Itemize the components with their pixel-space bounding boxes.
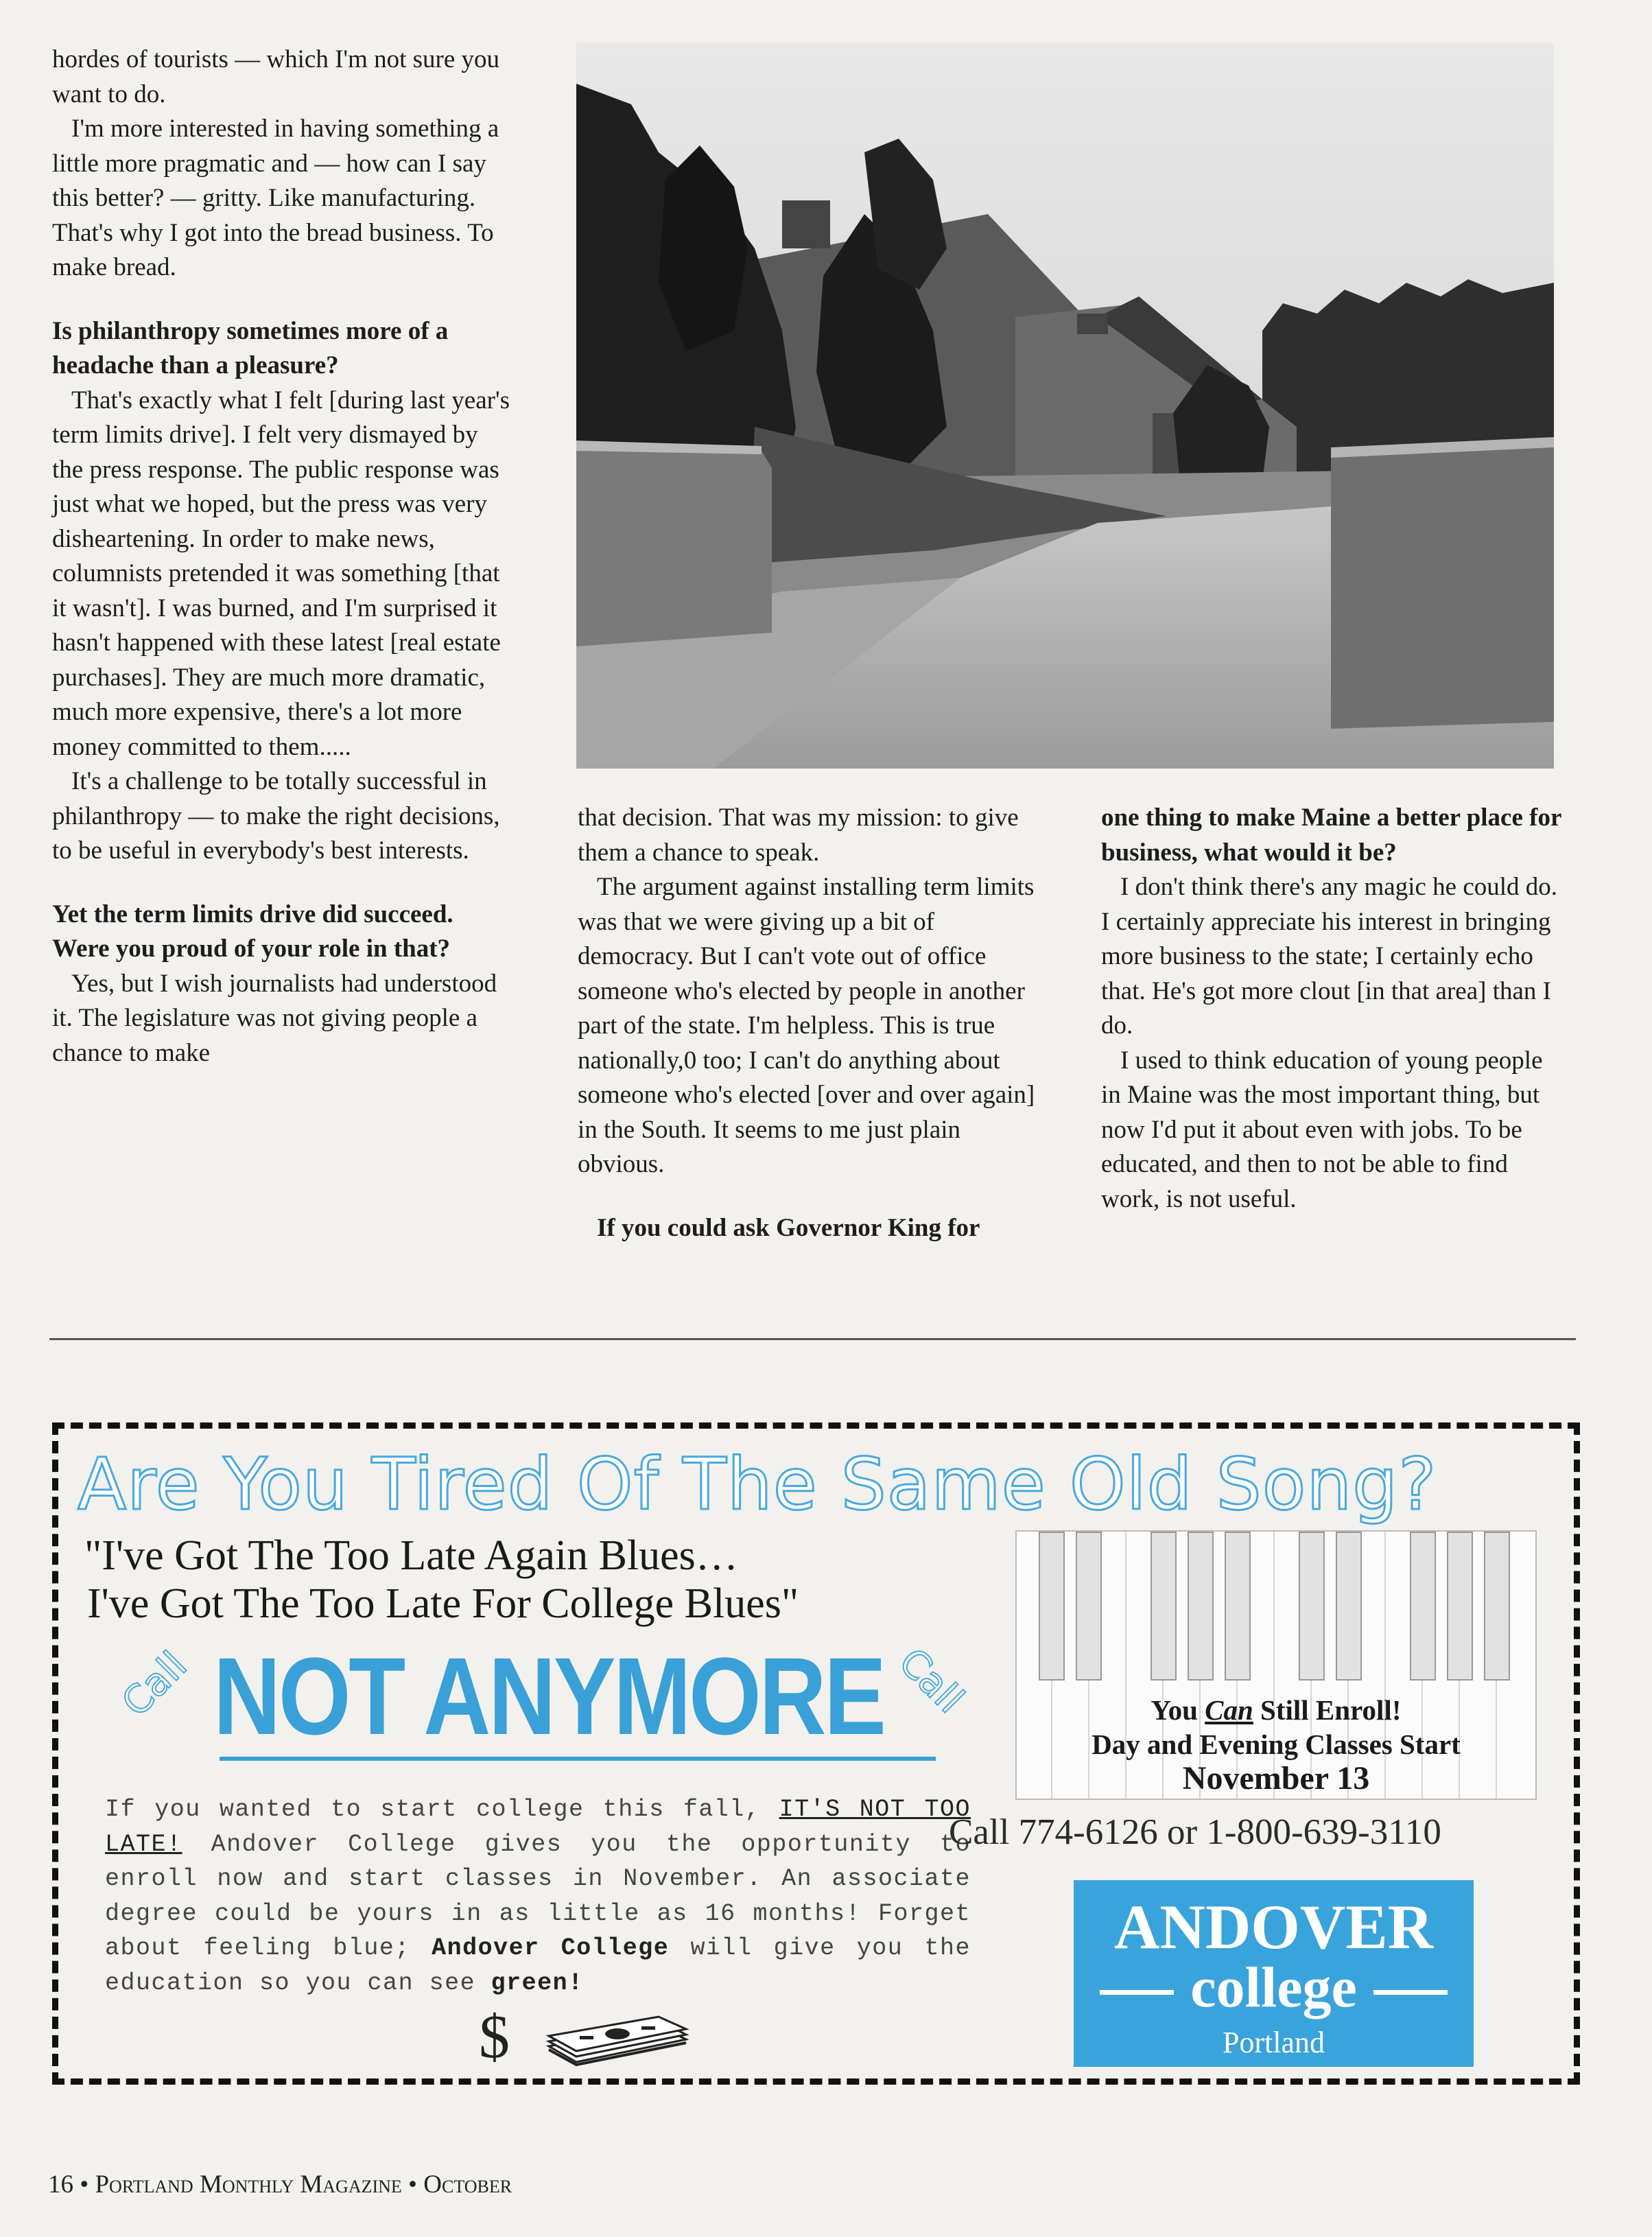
- call-label-left: Call: [113, 1643, 196, 1726]
- ad-headline: Are You Tired Of The Same Old Song?: [78, 1442, 1437, 1526]
- andover-college-logo: [1074, 1880, 1474, 2067]
- article-column-1: [52, 43, 513, 1070]
- paragraph: It's a challenge to be totally successful in philanthropy — to make the right decisions, to be useful in everybody's best interests.: [52, 767, 500, 865]
- logo-bar: [1373, 1990, 1448, 1995]
- ad-body-text: If you wanted to start college this fall, IT'S NOT TOO LATE! Andover College gives you the opportunity to enroll now and start classes in November. An associate degree could be yours in as little as 16 months! Forget about feeling blue; Andover College will give you the education so you can see green!: [105, 1796, 971, 1997]
- logo-name: ANDOVER: [1113, 1892, 1434, 1962]
- magazine-name: Portland Monthly Magazine: [95, 2170, 402, 2199]
- paragraph: Yes, but I wish journalists had understood it. The legislature was not giving people a chance to make: [52, 969, 497, 1067]
- article-column-3: [1101, 801, 1568, 1217]
- page-number: 16: [48, 2170, 73, 2199]
- article-column-2: [578, 801, 1039, 1245]
- not-anymore-underline: [220, 1757, 936, 1761]
- interview-question: Is philanthropy sometimes more of a headache than a pleasure?: [52, 316, 449, 379]
- estate-photo: [576, 43, 1554, 769]
- interview-question: one thing to make Maine a better place for business, what would it be?: [1101, 804, 1561, 867]
- piano-keyboard-graphic: [1015, 1530, 1537, 1800]
- dollar-sign: $: [479, 2003, 510, 2071]
- green-word: green!: [491, 1969, 584, 1997]
- paragraph: I'm more interested in having something a little more pragmatic and — how can I say this better? — gritty. Like manufacturing. That's why I got into the bread business. To make bread.: [52, 115, 499, 281]
- blues-line: "I've Got The Too Late Again Blues…: [84, 1532, 738, 1579]
- divider-rule: [49, 1338, 1576, 1340]
- not-anymore-title: NOT ANYMORE: [213, 1635, 884, 1757]
- ad-blues-quote: [84, 1532, 799, 1628]
- college-name: Andover College: [432, 1934, 670, 1962]
- paragraph: That's exactly what I felt [during last year's term limits drive]. I felt very dismayed by the press response. The public response was just what we hoped, but the press was very disheartening. In order to make news, columnists pretended it was something [that it wasn't]. I was burned, and I'm surprised it hasn't happened with these latest [real estate purchases]. They are much more dramatic, much more expensive, there's a lot more money committed to them.....: [52, 386, 510, 761]
- logo-city: Portland: [1222, 2026, 1325, 2059]
- paragraph: hordes of tourists — which I'm not sure you want to do.: [52, 45, 500, 108]
- call-label-right: Call: [890, 1639, 973, 1722]
- andover-college-ad: [52, 1422, 1580, 2085]
- interview-question: Yet the term limits drive did succeed. Were you proud of your role in that?: [52, 900, 453, 963]
- issue-month: October: [423, 2170, 512, 2199]
- phone-numbers: Call 774-6126 or 1-800-639-3110: [949, 1812, 1441, 1852]
- logo-sub: college: [1190, 1956, 1357, 2019]
- blues-line: I've Got The Too Late For College Blues": [87, 1580, 799, 1627]
- interview-question: If you could ask Governor King for: [597, 1213, 980, 1242]
- money-stack-icon: [542, 2015, 693, 2067]
- paragraph: I don't think there's any magic he could do. I certainly appreciate his interest in bringing more business to the state; I certainly echo that. He's got more clout [in that area] than I do.: [1101, 873, 1558, 1040]
- paragraph: The argument against installing term limits was that we were giving up a bit of democracy. But I can't vote out of office someone who's elected by people in another part of the state. I'm helpless. This is true nationally,0 too; I can't do anything about someone who's elected [over and over again] in the South. It seems to me just plain obvious.: [578, 873, 1035, 1178]
- not-too-late-emphasis: IT'S NOT TOO LATE!: [105, 1796, 971, 1858]
- paragraph: that decision. That was my mission: to give them a chance to speak.: [578, 804, 1019, 867]
- paragraph: I used to think education of young people in Maine was the most important thing, but now I'd put it about even with jobs. To be educated, and then to not be able to find work, is not useful.: [1101, 1046, 1543, 1213]
- page-footer: 16 • Portland Monthly Magazine • October: [48, 2170, 512, 2199]
- enroll-message: You Can Still Enroll! Day and Evening Classes Start November 13: [1092, 1694, 1461, 1796]
